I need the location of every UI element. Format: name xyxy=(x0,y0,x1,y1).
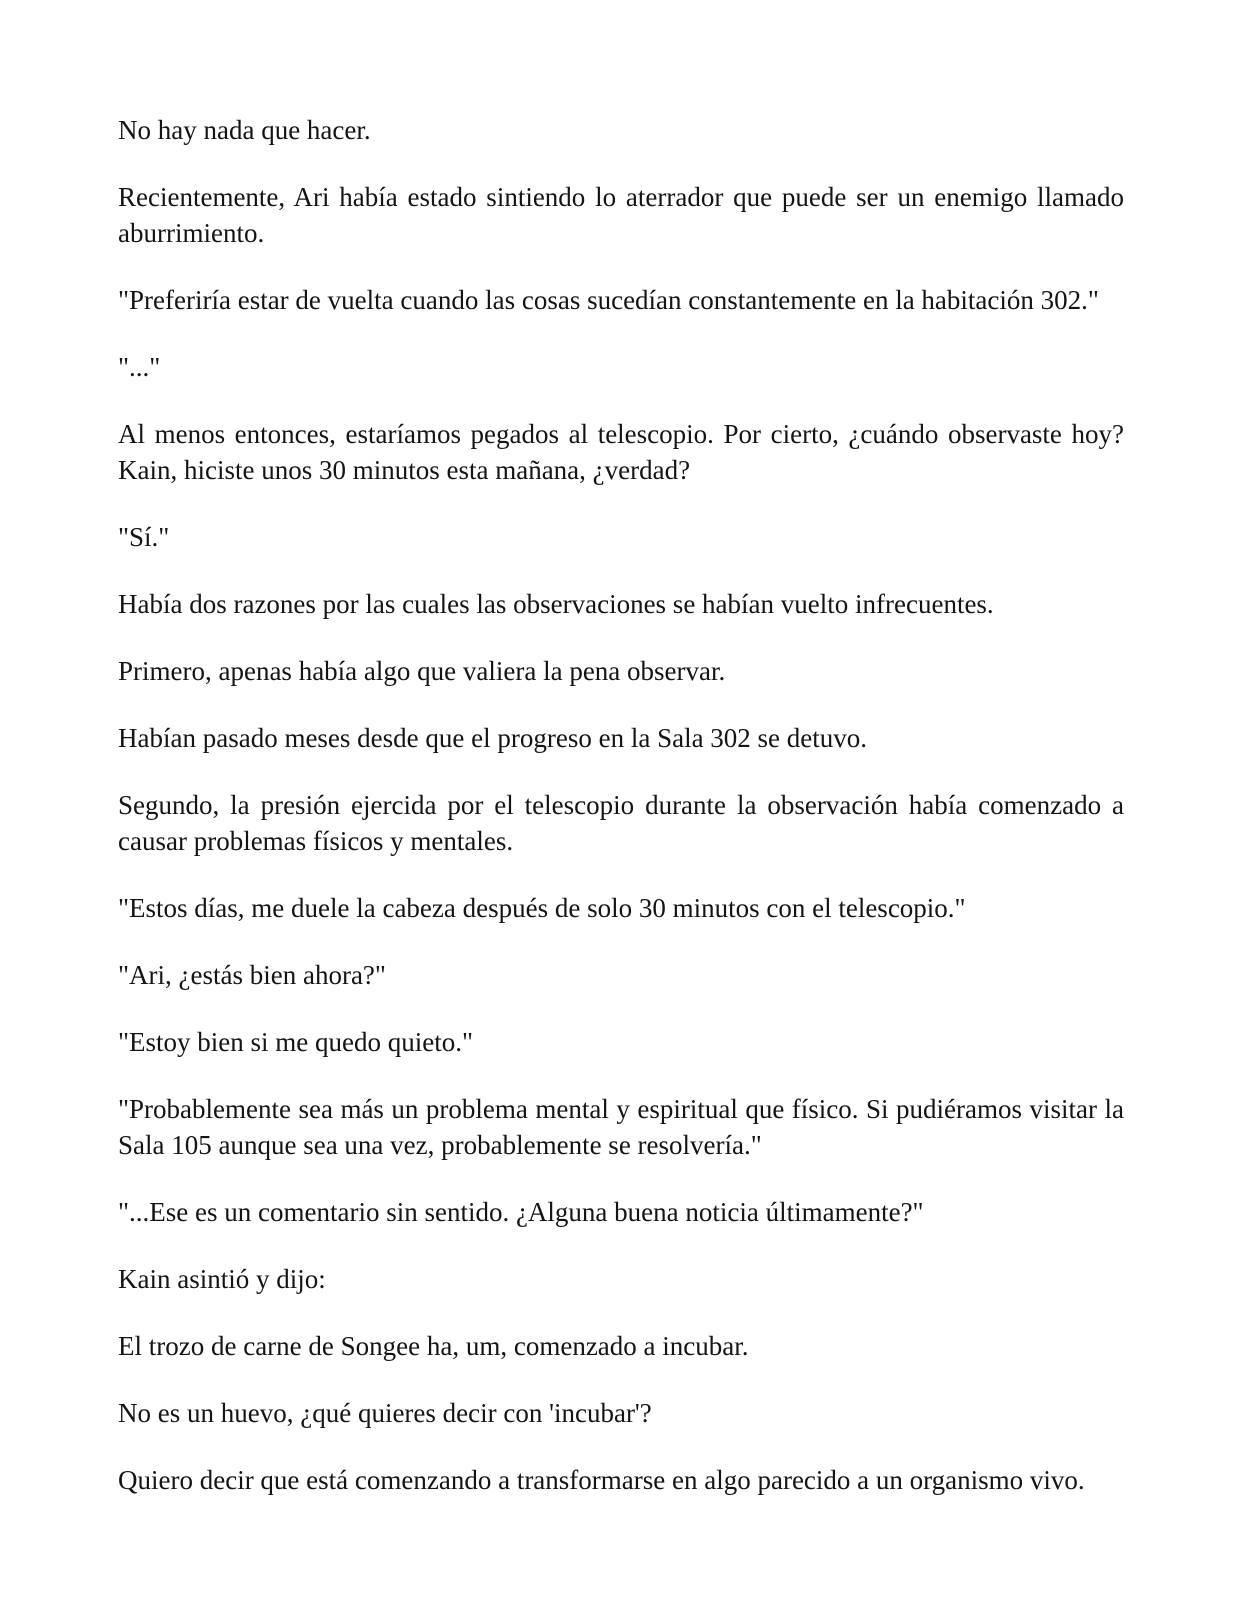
paragraph-10: Segundo, la presión ejercida por el telescopio durante la observación había comenzado a causar problemas físicos y mentales. xyxy=(118,790,1124,856)
paragraph-13: "Estoy bien si me quedo quieto." xyxy=(118,1027,473,1057)
paragraph-3: "Preferiría estar de vuelta cuando las cosas sucedían constantemente en la habitación 302." xyxy=(118,285,1099,315)
paragraph-19: Quiero decir que está comenzando a transformarse en algo parecido a un organismo vivo. xyxy=(118,1465,1085,1495)
paragraph-4: "..." xyxy=(118,352,161,382)
paragraph-14: "Probablemente sea más un problema mental y espiritual que físico. Si pudiéramos visitar la Sala 105 aunque sea una vez, probablemente se resolvería." xyxy=(118,1094,1124,1160)
paragraph-8: Primero, apenas había algo que valiera la pena observar. xyxy=(118,656,726,686)
paragraph-11: "Estos días, me duele la cabeza después de solo 30 minutos con el telescopio." xyxy=(118,893,966,923)
paragraph-12: "Ari, ¿estás bien ahora?" xyxy=(118,960,386,990)
paragraph-7: Había dos razones por las cuales las observaciones se habían vuelto infrecuentes. xyxy=(118,589,994,619)
paragraph-18: No es un huevo, ¿qué quieres decir con 'incubar'? xyxy=(118,1398,652,1428)
paragraph-2: Recientemente, Ari había estado sintiendo lo aterrador que puede ser un enemigo llamado aburrimiento. xyxy=(118,182,1124,248)
paragraph-1: No hay nada que hacer. xyxy=(118,115,371,145)
paragraph-9: Habían pasado meses desde que el progreso en la Sala 302 se detuvo. xyxy=(118,723,868,753)
paragraph-16: Kain asintió y dijo: xyxy=(118,1264,326,1294)
document-page xyxy=(118,112,1124,1529)
paragraph-15: "...Ese es un comentario sin sentido. ¿Alguna buena noticia últimamente?" xyxy=(118,1197,924,1227)
paragraph-6: "Sí." xyxy=(118,522,170,552)
paragraph-5: Al menos entonces, estaríamos pegados al telescopio. Por cierto, ¿cuándo observaste hoy? Kain, hiciste unos 30 minutos esta mañana, ¿verdad? xyxy=(118,419,1124,485)
paragraph-17: El trozo de carne de Songee ha, um, comenzado a incubar. xyxy=(118,1331,749,1361)
